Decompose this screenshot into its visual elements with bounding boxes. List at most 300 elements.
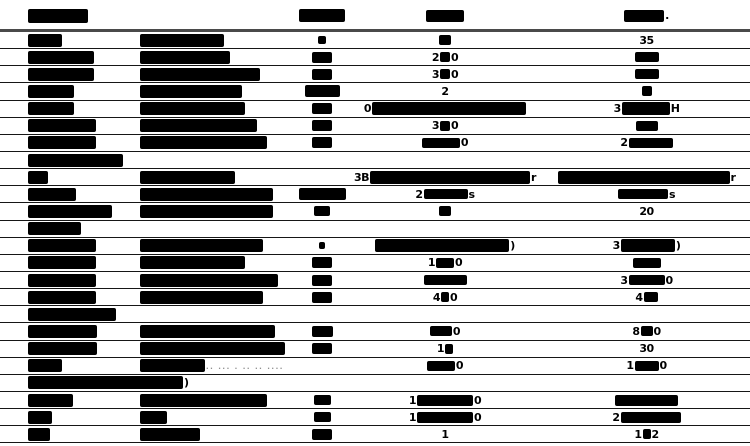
row-16-col-4 — [347, 289, 543, 305]
redaction-bar — [140, 188, 273, 201]
row-16-col-5 — [543, 289, 750, 305]
redaction-bar — [618, 189, 668, 199]
table-row — [0, 203, 750, 220]
redaction-bar — [312, 120, 332, 131]
gutter — [0, 135, 28, 151]
redaction-bar — [140, 291, 263, 304]
table-row — [0, 272, 750, 289]
row-9-col-5 — [543, 169, 750, 185]
cell-text-fragment: 1 — [634, 427, 642, 441]
table-row — [0, 238, 750, 255]
row-23-col-1 — [28, 409, 140, 425]
redaction-bar — [140, 411, 167, 424]
table-row — [0, 186, 750, 203]
section-redaction-bar — [28, 154, 123, 167]
row-23-col-3 — [297, 409, 347, 425]
row-6-col-1 — [28, 118, 140, 134]
redaction-bar — [417, 412, 473, 423]
cell-text-fragment: 8 — [632, 324, 640, 338]
cell-text-fragment: 3 — [620, 273, 628, 287]
cell-text-fragment: 0 — [653, 324, 661, 338]
cell-text-fragment: 0 — [450, 290, 458, 304]
redaction-bar — [314, 412, 331, 422]
row-2-col-5 — [543, 49, 750, 65]
cell-text-fragment: r — [531, 170, 536, 184]
cell-text-fragment: 2 — [651, 427, 659, 441]
redaction-bar — [314, 395, 331, 405]
redaction-bar — [633, 258, 661, 268]
row-19-col-2 — [140, 341, 297, 357]
cell-text-fragment: 0 — [460, 136, 469, 150]
redaction-bar — [558, 171, 730, 184]
row-7-col-5 — [543, 135, 750, 151]
redaction-bar — [636, 121, 658, 131]
gutter — [0, 323, 28, 339]
cell-text-fragment: r — [730, 170, 736, 184]
table-row — [0, 358, 750, 375]
redaction-bar — [440, 69, 450, 79]
row-5-col-2 — [140, 101, 297, 117]
redaction-bar — [28, 51, 94, 64]
row-9-col-3 — [297, 169, 347, 185]
cell-text-fragment: s — [468, 187, 475, 201]
redaction-bar — [28, 256, 96, 269]
row-19-col-3 — [297, 341, 347, 357]
row-14-col-4 — [347, 255, 543, 271]
redaction-bar — [140, 171, 235, 184]
cell-text-fragment: 3 — [431, 67, 439, 81]
table-row — [0, 341, 750, 358]
redaction-bar — [615, 395, 678, 406]
row-20-col-5 — [543, 358, 750, 374]
row-10-col-5 — [543, 186, 750, 202]
gutter — [0, 272, 28, 288]
redaction-bar — [314, 206, 330, 216]
row-3-col-1 — [28, 66, 140, 82]
row-19-col-5 — [543, 341, 750, 357]
row-20-col-4 — [347, 358, 543, 374]
redaction-bar — [140, 136, 267, 149]
gutter — [0, 341, 28, 357]
redaction-bar — [28, 239, 96, 252]
faint-dotted-text: ·· ··· · ·· ·· ···· — [206, 364, 284, 373]
redaction-bar — [312, 137, 332, 148]
row-18-col-5 — [543, 323, 750, 339]
row-24-col-2 — [140, 426, 297, 442]
redaction-bar — [312, 292, 332, 303]
redaction-bar — [28, 102, 74, 115]
header-redaction-bar — [426, 10, 464, 22]
redaction-bar — [439, 206, 451, 216]
redaction-bar — [28, 85, 74, 98]
row-13-col-5 — [543, 238, 750, 254]
row-3-col-5 — [543, 66, 750, 82]
row-24-col-1 — [28, 426, 140, 442]
row-20-col-1 — [28, 358, 140, 374]
cell-text-fragment: 2 — [431, 50, 439, 64]
gutter — [0, 186, 28, 202]
row-7-col-3 — [297, 135, 347, 151]
redaction-bar — [140, 51, 230, 64]
redaction-bar — [28, 274, 96, 287]
redaction-bar — [140, 85, 242, 98]
header-redaction-bar — [624, 10, 664, 22]
table-row — [0, 255, 750, 272]
row-15-col-5 — [543, 272, 750, 288]
header-text-fragment: . — [665, 9, 669, 22]
redaction-bar — [28, 205, 112, 218]
redaction-bar — [140, 239, 263, 252]
row-4-col-5 — [543, 83, 750, 99]
cell-text-fragment: s — [668, 187, 676, 201]
table-row — [0, 66, 750, 83]
row-23-col-2 — [140, 409, 297, 425]
redaction-bar — [28, 136, 96, 149]
gutter — [0, 32, 28, 48]
row-22-col-4 — [347, 392, 543, 408]
redaction-bar — [28, 325, 97, 338]
row-15-col-2 — [140, 272, 297, 288]
gutter — [0, 409, 28, 425]
redaction-bar — [28, 342, 97, 355]
gutter — [0, 169, 28, 185]
row-14-col-3 — [297, 255, 347, 271]
row-13-col-3 — [297, 238, 347, 254]
redaction-bar — [436, 258, 454, 268]
row-3-col-4 — [347, 66, 543, 82]
row-18-col-2 — [140, 323, 297, 339]
redaction-bar — [422, 138, 460, 148]
cell-text-fragment: 4 — [635, 290, 643, 304]
redaction-bar — [445, 344, 453, 354]
row-14-col-2 — [140, 255, 297, 271]
row-11-col-4 — [347, 203, 543, 219]
header-cell-5 — [543, 2, 750, 29]
redaction-bar — [622, 102, 670, 115]
section-label-cell — [28, 154, 750, 167]
gutter — [0, 101, 28, 117]
redaction-bar — [312, 257, 332, 268]
redaction-bar — [28, 171, 48, 184]
section-redaction-bar — [28, 308, 116, 321]
row-22-col-2 — [140, 392, 297, 408]
header-redaction-bar — [28, 9, 88, 23]
redaction-bar — [312, 429, 332, 440]
gutter — [0, 426, 28, 442]
redaction-bar — [140, 68, 260, 81]
table-row — [0, 118, 750, 135]
redaction-bar — [28, 411, 52, 424]
table-row — [0, 323, 750, 340]
redaction-bar — [635, 52, 659, 62]
cell-text-fragment: 1 — [427, 256, 435, 270]
redaction-bar — [319, 242, 325, 249]
row-3-col-3 — [297, 66, 347, 82]
row-9-col-4 — [347, 169, 543, 185]
cell-text-fragment: ) — [510, 239, 515, 253]
section-label-cell — [28, 222, 750, 235]
redaction-bar — [424, 189, 468, 199]
gutter — [0, 392, 28, 408]
table-header-row — [0, 0, 750, 32]
redaction-bar — [621, 239, 675, 252]
cell-text-fragment: 0 — [474, 393, 482, 407]
cell-text-fragment: 1 — [408, 410, 416, 424]
redaction-bar — [28, 394, 73, 407]
cell-text-fragment: 0 — [659, 359, 667, 373]
cell-text-fragment: 2 — [612, 410, 620, 424]
row-22-col-1 — [28, 392, 140, 408]
section-label-cell — [28, 376, 750, 389]
row-10-col-3 — [297, 186, 347, 202]
cell-text-fragment: 3B — [354, 170, 370, 184]
redaction-bar — [312, 326, 333, 337]
redaction-bar — [621, 412, 681, 423]
section-row — [0, 152, 750, 169]
header-cell-4 — [347, 2, 543, 29]
row-6-col-5 — [543, 118, 750, 134]
cell-text-fragment: 1 — [626, 359, 634, 373]
gutter — [0, 49, 28, 65]
row-5-col-5 — [543, 101, 750, 117]
redaction-bar — [28, 34, 62, 47]
row-5-col-4 — [347, 101, 543, 117]
row-11-col-5 — [543, 203, 750, 219]
row-4-col-2 — [140, 83, 297, 99]
redaction-bar — [140, 256, 245, 269]
row-24-col-5 — [543, 426, 750, 442]
row-1-col-2 — [140, 32, 297, 48]
redaction-bar — [140, 325, 275, 338]
cell-text-fragment: 35 — [639, 33, 654, 47]
gutter — [0, 203, 28, 219]
row-20-col-3 — [297, 358, 347, 374]
section-redaction-bar — [28, 376, 183, 389]
cell-text-fragment: 0 — [455, 359, 464, 373]
row-7-col-4 — [347, 135, 543, 151]
header-cell-2 — [140, 2, 297, 29]
row-4-col-1 — [28, 83, 140, 99]
row-10-col-1 — [28, 186, 140, 202]
gutter — [0, 238, 28, 254]
row-13-col-1 — [28, 238, 140, 254]
redaction-bar — [312, 103, 332, 114]
redaction-bar — [318, 36, 326, 44]
redaction-bar — [312, 343, 332, 354]
redaction-bar — [140, 342, 285, 355]
row-13-col-4 — [347, 238, 543, 254]
header-redaction-bar — [299, 9, 345, 22]
cell-text-fragment: 2 — [415, 187, 423, 201]
row-15-col-3 — [297, 272, 347, 288]
row-14-col-5 — [543, 255, 750, 271]
gutter — [0, 83, 28, 99]
row-15-col-4 — [347, 272, 543, 288]
row-22-col-5 — [543, 392, 750, 408]
cell-text-fragment: 0 — [665, 273, 673, 287]
row-1-col-3 — [297, 32, 347, 48]
row-22-col-3 — [297, 392, 347, 408]
redaction-bar — [140, 428, 200, 441]
cell-text-fragment: 2 — [441, 84, 449, 98]
row-16-col-3 — [297, 289, 347, 305]
cell-text-fragment: 20 — [639, 204, 654, 218]
redaction-bar — [417, 395, 473, 406]
redaction-bar — [440, 121, 450, 131]
row-20-col-2 — [140, 358, 297, 374]
redaction-bar — [629, 275, 665, 285]
table-row — [0, 49, 750, 66]
row-11-col-3 — [297, 203, 347, 219]
row-6-col-4 — [347, 118, 543, 134]
redaction-bar — [28, 428, 50, 441]
gutter — [0, 152, 28, 168]
gutter — [0, 289, 28, 305]
row-2-col-4 — [347, 49, 543, 65]
redaction-bar — [439, 35, 451, 45]
row-5-col-1 — [28, 101, 140, 117]
row-16-col-1 — [28, 289, 140, 305]
row-1-col-1 — [28, 32, 140, 48]
redaction-bar — [424, 275, 467, 285]
redaction-bar — [441, 292, 449, 302]
cell-text-fragment: 0 — [363, 102, 372, 116]
row-11-col-2 — [140, 203, 297, 219]
redaction-bar — [629, 138, 673, 148]
row-5-col-3 — [297, 101, 347, 117]
header-cell-1 — [28, 2, 140, 29]
cell-text-fragment: 4 — [432, 290, 440, 304]
redaction-bar — [635, 69, 659, 79]
gutter — [0, 66, 28, 82]
redaction-bar — [641, 326, 653, 336]
row-9-col-1 — [28, 169, 140, 185]
row-1-col-4 — [347, 32, 543, 48]
row-6-col-2 — [140, 118, 297, 134]
row-4-col-3 — [297, 83, 347, 99]
redaction-bar — [140, 34, 224, 47]
row-18-col-1 — [28, 323, 140, 339]
row-19-col-4 — [347, 341, 543, 357]
redaction-bar — [299, 188, 346, 200]
redaction-bar — [372, 102, 526, 115]
table-row — [0, 169, 750, 186]
row-18-col-4 — [347, 323, 543, 339]
table-row — [0, 101, 750, 118]
section-redaction-bar — [28, 222, 81, 235]
redaction-bar — [430, 326, 452, 336]
cell-text-fragment: 3 — [613, 102, 621, 116]
row-24-col-3 — [297, 426, 347, 442]
section-text-fragment: ) — [184, 376, 189, 390]
redaction-bar — [140, 102, 245, 115]
row-2-col-1 — [28, 49, 140, 65]
row-10-col-4 — [347, 186, 543, 202]
redaction-bar — [140, 359, 205, 372]
table-row — [0, 135, 750, 152]
row-24-col-4 — [347, 426, 543, 442]
gutter — [0, 375, 28, 391]
redaction-bar — [375, 239, 509, 252]
redaction-bar — [28, 188, 76, 201]
cell-text-fragment: 0 — [452, 324, 461, 338]
cell-text-fragment: 2 — [620, 136, 628, 150]
redaction-bar — [643, 429, 651, 439]
redaction-bar — [312, 275, 332, 286]
cell-text-fragment: H — [670, 102, 680, 116]
table-body — [0, 32, 750, 443]
redaction-bar — [635, 361, 659, 371]
redaction-bar — [140, 119, 257, 132]
section-row — [0, 375, 750, 392]
row-14-col-1 — [28, 255, 140, 271]
cell-text-fragment: 1 — [441, 427, 449, 441]
header-cell-0 — [0, 2, 28, 29]
cell-text-fragment: 0 — [451, 50, 459, 64]
redaction-bar — [642, 86, 652, 96]
redaction-bar — [440, 52, 450, 62]
row-1-col-5 — [543, 32, 750, 48]
table-row — [0, 32, 750, 49]
row-11-col-1 — [28, 203, 140, 219]
row-10-col-2 — [140, 186, 297, 202]
redaction-bar — [312, 52, 332, 63]
redaction-bar — [140, 274, 278, 287]
row-4-col-4 — [347, 83, 543, 99]
cell-text-fragment: 1 — [408, 393, 416, 407]
row-2-col-3 — [297, 49, 347, 65]
gutter — [0, 358, 28, 374]
cell-text-fragment: 0 — [451, 67, 459, 81]
gutter — [0, 306, 28, 322]
redaction-bar — [28, 359, 62, 372]
redaction-bar — [28, 291, 96, 304]
row-15-col-1 — [28, 272, 140, 288]
row-3-col-2 — [140, 66, 297, 82]
row-6-col-3 — [297, 118, 347, 134]
table-row — [0, 409, 750, 426]
cell-text-fragment: 3 — [612, 239, 620, 253]
table-row — [0, 426, 750, 443]
cell-text-fragment: 0 — [474, 410, 482, 424]
gutter — [0, 221, 28, 237]
cell-text-fragment: 30 — [639, 342, 654, 356]
redaction-bar — [140, 205, 273, 218]
row-18-col-3 — [297, 323, 347, 339]
row-16-col-2 — [140, 289, 297, 305]
cell-text-fragment: 1 — [436, 342, 445, 356]
cell-text-fragment: 0 — [451, 119, 459, 133]
gutter — [0, 255, 28, 271]
cell-text-fragment: 0 — [455, 256, 463, 270]
section-row — [0, 306, 750, 323]
redaction-bar — [370, 171, 530, 184]
row-7-col-1 — [28, 135, 140, 151]
row-23-col-4 — [347, 409, 543, 425]
table-row — [0, 289, 750, 306]
redaction-bar — [305, 85, 340, 97]
redaction-bar — [644, 292, 658, 302]
section-row — [0, 221, 750, 238]
redaction-bar — [28, 68, 94, 81]
row-2-col-2 — [140, 49, 297, 65]
header-cell-3 — [297, 2, 347, 29]
cell-text-fragment: 3 — [431, 119, 439, 133]
table-row — [0, 83, 750, 100]
section-label-cell — [28, 308, 750, 321]
redaction-bar — [140, 394, 267, 407]
redaction-bar — [312, 69, 332, 80]
